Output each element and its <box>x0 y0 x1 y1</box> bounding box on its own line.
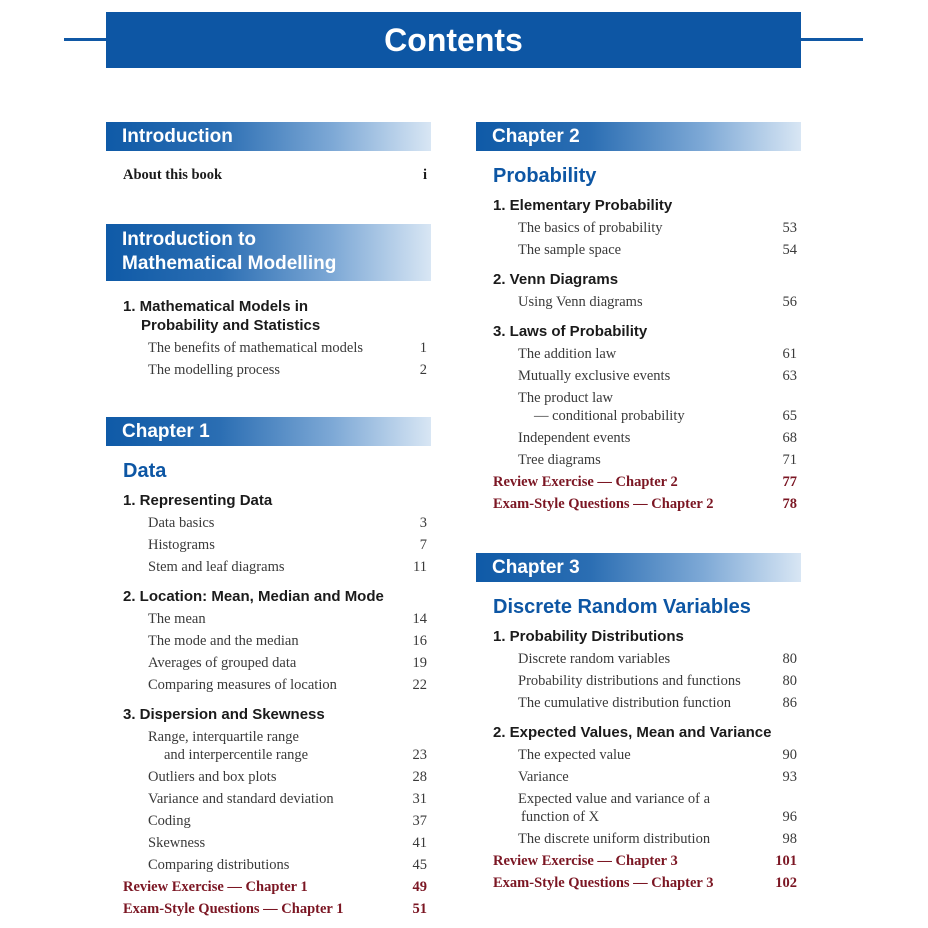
entry-page: 3 <box>419 515 427 531</box>
entry-page: 53 <box>782 220 797 236</box>
entry-page: 86 <box>782 695 797 711</box>
entry-page: 61 <box>782 346 797 362</box>
review-exercise-ch2[interactable] <box>493 473 797 491</box>
entry-page: 56 <box>782 294 797 310</box>
review-exercise-ch1[interactable] <box>123 878 427 896</box>
entry-page: 41 <box>412 835 427 851</box>
entry-page: 96 <box>782 809 797 825</box>
entry-label: The discrete uniform distribution <box>518 831 711 847</box>
toc-entry[interactable] <box>493 451 797 469</box>
toc-entry[interactable] <box>123 790 427 808</box>
entry-page: 80 <box>782 651 797 667</box>
intro-heading: Introduction <box>106 122 431 151</box>
entry-page: 37 <box>412 813 427 829</box>
toc-entry[interactable] <box>123 632 427 650</box>
entry-page: 14 <box>412 611 427 627</box>
toc-entry[interactable] <box>493 293 797 311</box>
entry-page: 16 <box>412 633 427 649</box>
entry-page: 54 <box>782 242 797 258</box>
toc-entry[interactable] <box>493 790 797 826</box>
ch1-section-3 <box>123 705 427 874</box>
modelling-heading-line1: Introduction to <box>122 229 257 250</box>
modelling-heading-line2: Mathematical Modelling <box>122 253 337 274</box>
entry-page: 23 <box>412 747 427 763</box>
toc-entry[interactable] <box>493 746 797 764</box>
entry-label: Skewness <box>148 835 206 851</box>
entry-label: Tree diagrams <box>518 452 601 468</box>
toc-entry[interactable] <box>123 558 427 576</box>
entry-label-line1: Range, interquartile range <box>148 729 299 745</box>
entry-label: The mean <box>148 611 206 627</box>
exam-label: Exam-Style Questions — Chapter 2 <box>493 496 714 512</box>
entry-page: 68 <box>782 430 797 446</box>
section-title: 2. Location: Mean, Median and Mode <box>123 588 384 605</box>
entry-page: 65 <box>782 408 797 424</box>
ch3-section-1 <box>493 627 797 712</box>
toc-entry[interactable] <box>123 514 427 532</box>
toc-entry[interactable] <box>123 654 427 672</box>
ch3-section-2 <box>493 723 797 848</box>
entry-page: 93 <box>782 769 797 785</box>
toc-entry[interactable] <box>493 429 797 447</box>
toc-entry[interactable] <box>123 676 427 694</box>
entry-page: 2 <box>419 362 427 378</box>
entry-label-line2: function of X <box>521 809 600 825</box>
entry-page: 28 <box>412 769 427 785</box>
entry-label: Coding <box>148 813 191 829</box>
exam-page: 102 <box>775 875 797 891</box>
entry-label: The addition law <box>518 346 617 362</box>
toc-entry[interactable] <box>123 339 427 357</box>
entry-label: Probability distributions and functions <box>518 673 741 689</box>
section-title: 1. Representing Data <box>123 492 273 509</box>
toc-entry[interactable] <box>493 367 797 385</box>
section-title-line1: 1. Mathematical Models in <box>123 298 309 315</box>
entry-label: The basics of probability <box>518 220 663 236</box>
ch2-section-1 <box>493 196 797 259</box>
section-title: 1. Probability Distributions <box>493 628 684 645</box>
entry-label: Data basics <box>148 515 215 531</box>
entry-label-line2: and interpercentile range <box>164 747 309 763</box>
review-page: 101 <box>775 853 797 869</box>
entry-label: Variance and standard deviation <box>148 791 334 807</box>
section-title: 2. Venn Diagrams <box>493 271 619 288</box>
entry-page: 98 <box>782 831 797 847</box>
ch2-section-2 <box>493 270 797 311</box>
entry-label: Comparing distributions <box>148 857 290 873</box>
entry-label <box>518 790 771 826</box>
section-title: 1. Elementary Probability <box>493 197 673 214</box>
section-title: 3. Dispersion and Skewness <box>123 706 325 723</box>
entry-label-line1: Expected value and variance of a <box>518 791 711 807</box>
chapter3-heading: Chapter 3 <box>476 553 801 582</box>
entry-page: 71 <box>782 452 797 468</box>
section-title: 3. Laws of Probability <box>493 323 648 340</box>
entry-page: 31 <box>412 791 427 807</box>
entry-label-line2: — conditional probability <box>534 408 685 424</box>
toc-entry[interactable] <box>123 812 427 830</box>
exam-questions-ch3[interactable] <box>493 874 797 892</box>
review-label: Review Exercise — Chapter 2 <box>493 474 678 490</box>
ch2-section-3 <box>493 322 797 469</box>
chapter2-heading: Chapter 2 <box>476 122 801 151</box>
entry-page: 45 <box>412 857 427 873</box>
section-title <box>123 297 427 335</box>
entry-page: 7 <box>419 537 427 553</box>
entry-page: 63 <box>782 368 797 384</box>
entry-label: Averages of grouped data <box>148 655 297 671</box>
toc-entry[interactable] <box>493 345 797 363</box>
toc-entry[interactable] <box>123 768 427 786</box>
exam-questions-ch1[interactable] <box>123 900 427 918</box>
chapter3-name: Discrete Random Variables <box>493 596 751 618</box>
section-title-line2: Probability and Statistics <box>141 317 321 334</box>
ch1-section-2 <box>123 587 427 694</box>
review-exercise-ch3[interactable] <box>493 852 797 870</box>
ch1-section-1 <box>123 491 427 576</box>
toc-entry[interactable] <box>123 834 427 852</box>
entry-label: Independent events <box>518 430 631 446</box>
exam-label: Exam-Style Questions — Chapter 3 <box>493 875 714 891</box>
exam-page: 51 <box>412 901 427 917</box>
entry-page: 19 <box>412 655 427 671</box>
modelling-heading <box>106 224 431 281</box>
entry-label: Outliers and box plots <box>148 769 277 785</box>
entry-label: The sample space <box>518 242 622 258</box>
toc-entry[interactable] <box>123 361 427 379</box>
entry-page: 1 <box>419 340 427 356</box>
toc-entry[interactable] <box>493 768 797 786</box>
title-rule-right <box>799 38 863 41</box>
exam-questions-ch2[interactable] <box>493 495 797 513</box>
entry-page: 80 <box>782 673 797 689</box>
about-label: About this book <box>123 167 223 183</box>
toc-entry[interactable] <box>493 650 797 668</box>
review-page: 49 <box>412 879 427 895</box>
modelling-section <box>123 297 427 379</box>
toc-entry[interactable] <box>493 241 797 259</box>
about-entry[interactable] <box>123 167 427 184</box>
entry-label <box>518 389 771 425</box>
entry-label: Variance <box>518 769 569 785</box>
entry-label-line1: The product law <box>518 390 614 406</box>
entry-label: The modelling process <box>148 362 281 378</box>
entry-label: Stem and leaf diagrams <box>148 559 285 575</box>
entry-label: Comparing measures of location <box>148 677 337 693</box>
entry-label: Using Venn diagrams <box>518 294 643 310</box>
entry-label: The expected value <box>518 747 631 763</box>
left-column <box>106 122 431 918</box>
toc-entry[interactable] <box>123 536 427 554</box>
entry-label: Discrete random variables <box>518 651 671 667</box>
entry-page: 90 <box>782 747 797 763</box>
entry-label: The cumulative distribution function <box>518 695 732 711</box>
section-title: 2. Expected Values, Mean and Variance <box>493 724 772 741</box>
review-label: Review Exercise — Chapter 3 <box>493 853 678 869</box>
entry-page: 22 <box>412 677 427 693</box>
page-title: Contents <box>106 12 801 68</box>
title-rule-left <box>64 38 108 41</box>
toc-entry[interactable] <box>493 830 797 848</box>
entry-label: Mutually exclusive events <box>518 368 671 384</box>
chapter1-heading: Chapter 1 <box>106 417 431 446</box>
exam-page: 78 <box>782 496 797 512</box>
review-page: 77 <box>782 474 797 490</box>
right-column <box>476 122 801 892</box>
entry-label: Histograms <box>148 537 215 553</box>
entry-label: The mode and the median <box>148 633 299 649</box>
exam-label: Exam-Style Questions — Chapter 1 <box>123 901 344 917</box>
entry-label: The benefits of mathematical models <box>148 340 364 356</box>
entry-label <box>148 728 401 764</box>
about-page: i <box>422 167 427 183</box>
toc-entry[interactable] <box>123 856 427 874</box>
entry-page: 11 <box>413 559 427 575</box>
toc-entry[interactable] <box>493 219 797 237</box>
chapter1-name: Data <box>123 460 167 482</box>
toc-entry[interactable] <box>493 672 797 690</box>
review-label: Review Exercise — Chapter 1 <box>123 879 308 895</box>
toc-entry[interactable] <box>493 389 797 425</box>
toc-entry[interactable] <box>123 610 427 628</box>
toc-entry[interactable] <box>123 728 427 764</box>
chapter2-name: Probability <box>493 165 597 187</box>
toc-entry[interactable] <box>493 694 797 712</box>
